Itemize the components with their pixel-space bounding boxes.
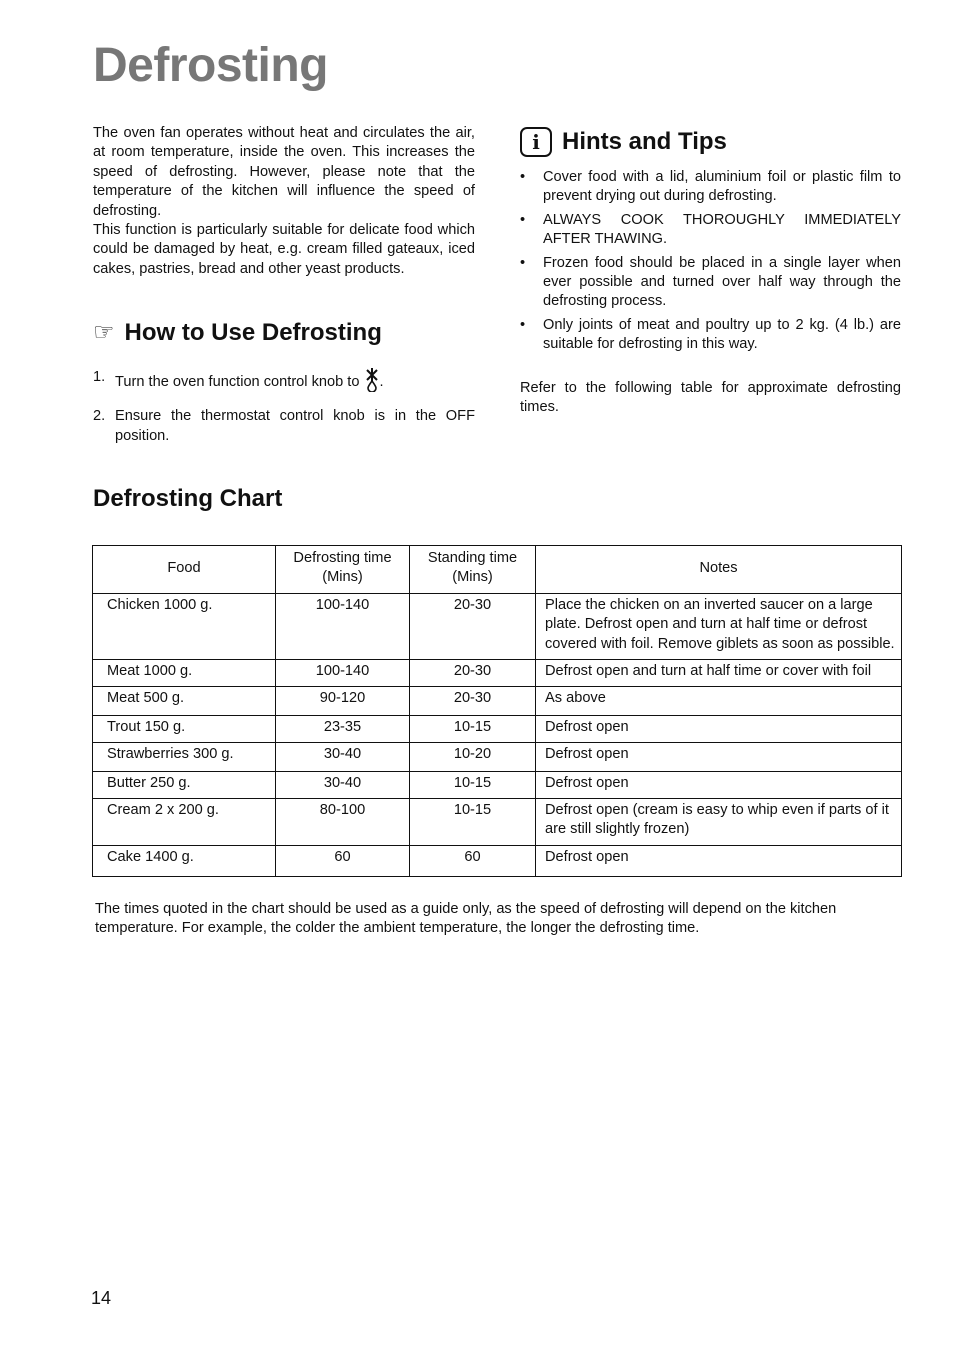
notes-cell: Defrost open (cream is easy to whip even if parts of it are still slightly frozen)	[536, 798, 902, 845]
defrost-time-cell: 90-120	[276, 686, 410, 715]
food-cell: Cake 1400 g.	[93, 845, 276, 876]
notes-cell: Defrost open	[536, 845, 902, 876]
hint-text: ALWAYS COOK THOROUGHLY IMMEDIATELY AFTER THAWING.	[543, 211, 901, 248]
step-text: Ensure the thermostat control knob is in the OFF position.	[115, 408, 475, 444]
step-number: 2.	[93, 408, 106, 425]
defrost-time-cell: 23-35	[276, 715, 410, 742]
bullet: •	[520, 316, 526, 333]
standing-time-cell: 20-30	[410, 659, 536, 686]
table-row	[93, 686, 902, 715]
step-suffix: .	[379, 374, 384, 390]
food-cell: Meat 1000 g.	[93, 659, 276, 686]
hint-text: Cover food with a lid, aluminium foil or plastic film to prevent drying out during defrosting.	[543, 169, 901, 205]
defrost-symbol-icon	[365, 368, 379, 398]
step-text: Turn the oven function control knob to	[115, 374, 360, 390]
hints-heading-row	[520, 127, 727, 157]
column-header: Notes	[536, 546, 902, 594]
defrost-time-cell: 60	[276, 845, 410, 876]
how-to-heading: How to Use Defrosting	[124, 319, 382, 346]
list-item	[93, 368, 475, 398]
hint-text: Only joints of meat and poultry up to 2 kg. (4 lb.) are suitable for defrosting in this way.	[543, 316, 901, 353]
table-row	[93, 845, 902, 876]
table-row	[93, 715, 902, 742]
defrost-time-cell: 100-140	[276, 659, 410, 686]
table-row	[93, 798, 902, 845]
column-header: Food	[93, 546, 276, 594]
how-to-steps	[93, 368, 475, 455]
bullet: •	[520, 169, 526, 185]
step-number: 1.	[93, 369, 106, 385]
food-cell: Strawberries 300 g.	[93, 742, 276, 771]
list-item	[520, 316, 901, 355]
table-row	[93, 742, 902, 771]
table-header-row	[93, 546, 902, 594]
page-number: 14	[91, 1288, 112, 1308]
intro-text	[93, 124, 475, 279]
list-item	[520, 254, 901, 312]
notes-cell: As above	[536, 686, 902, 715]
hints-list	[520, 168, 901, 359]
standing-time-cell: 10-15	[410, 771, 536, 798]
table-row	[93, 771, 902, 798]
food-cell: Trout 150 g.	[93, 715, 276, 742]
notes-cell: Defrost open	[536, 771, 902, 798]
intro-paragraph: The oven fan operates without heat and circulates the air, at room temperature, inside the oven. This increases the speed of defrosting. However, please note that the temperature of the kitchen will influence the speed of defrosting.	[93, 125, 475, 219]
chart-footnote: The times quoted in the chart should be used as a guide only, as the speed of defrosting will depend on the kitchen temperature. For example, the colder the ambient temperature, the longer the defrosting time.	[95, 901, 837, 937]
defrosting-table	[92, 545, 902, 877]
defrost-time-cell: 30-40	[276, 742, 410, 771]
info-icon: i	[520, 127, 552, 157]
table-body	[93, 593, 902, 876]
column-header: Standing time (Mins)	[410, 546, 536, 594]
chart-heading: Defrosting Chart	[93, 485, 283, 512]
hints-heading: Hints and Tips	[562, 128, 727, 155]
standing-time-cell: 10-20	[410, 742, 536, 771]
step-text-row	[115, 368, 475, 398]
defrost-time-cell: 100-140	[276, 593, 410, 659]
column-header: Defrosting time (Mins)	[276, 546, 410, 594]
standing-time-cell: 60	[410, 845, 536, 876]
defrost-time-cell: 30-40	[276, 771, 410, 798]
list-item	[520, 168, 901, 207]
standing-time-cell: 10-15	[410, 715, 536, 742]
list-item	[93, 407, 475, 446]
defrost-time-cell: 80-100	[276, 798, 410, 845]
intro-paragraph: This function is particularly suitable for delicate food which could be damaged by heat, e.g. cream filled gateaux, iced cakes, pastries, bread and other yeast products.	[93, 222, 475, 277]
food-cell: Cream 2 x 200 g.	[93, 798, 276, 845]
hint-text: Frozen food should be placed in a single layer when ever possible and turned over half way through the defrosting process.	[543, 254, 901, 310]
food-cell: Chicken 1000 g.	[93, 593, 276, 659]
notes-cell: Defrost open and turn at half time or cover with foil	[536, 659, 902, 686]
refer-text: Refer to the following table for approximate defrosting times.	[520, 380, 901, 416]
bullet: •	[520, 211, 526, 228]
notes-cell: Defrost open	[536, 742, 902, 771]
bullet: •	[520, 254, 526, 271]
food-cell: Meat 500 g.	[93, 686, 276, 715]
list-item	[520, 211, 901, 250]
food-cell: Butter 250 g.	[93, 771, 276, 798]
standing-time-cell: 20-30	[410, 686, 536, 715]
standing-time-cell: 10-15	[410, 798, 536, 845]
pointing-hand-icon: ☞	[93, 319, 115, 346]
table-row	[93, 659, 902, 686]
table-row	[93, 593, 902, 659]
how-to-heading-row	[93, 318, 382, 348]
notes-cell: Defrost open	[536, 715, 902, 742]
page-title: Defrosting	[93, 39, 328, 92]
standing-time-cell: 20-30	[410, 593, 536, 659]
notes-cell: Place the chicken on an inverted saucer on a large plate. Defrost open and turn at half time or defrost covered with foil. Remove giblets as soon as possible.	[536, 593, 902, 659]
